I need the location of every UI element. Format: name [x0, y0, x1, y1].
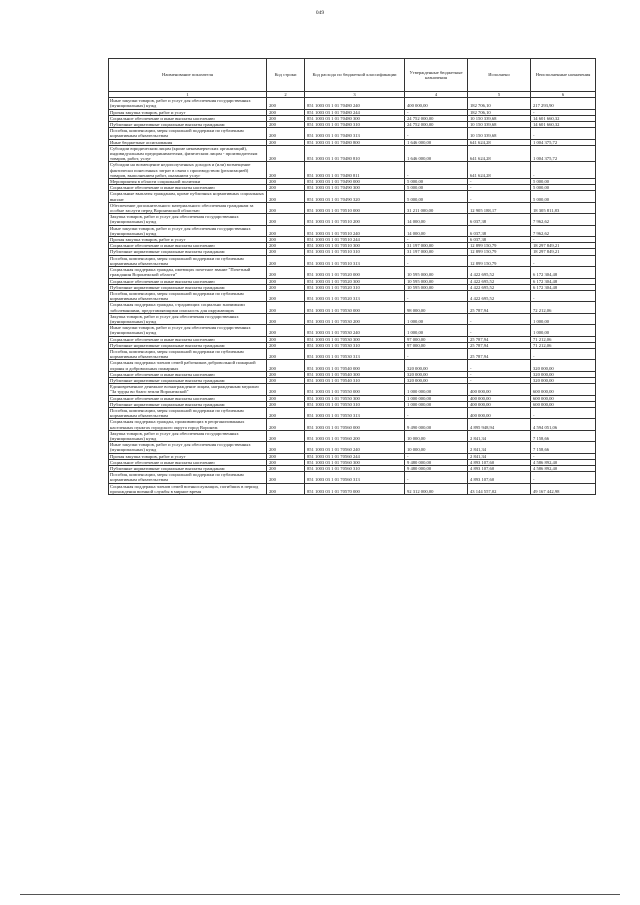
executed-amount-cell: -	[468, 179, 531, 185]
approved-amount-cell: -	[405, 237, 468, 243]
indicator-name-cell: Иные бюджетные ассигнования	[109, 139, 267, 145]
line-code-cell: 200	[267, 472, 305, 483]
header-budget-code: Код расхода по бюджетной классификации	[305, 59, 405, 92]
approved-amount-cell: 320 000,00	[405, 360, 468, 371]
budget-code-cell: 851 1003 03 1 01 70480 300	[305, 115, 405, 121]
remaining-amount-cell: 217 293,90	[531, 98, 596, 109]
page-number: 049	[315, 10, 325, 16]
approved-amount-cell: 9 480 000,00	[405, 459, 468, 465]
budget-code-cell: 851 1003 03 1 01 70530 000	[305, 302, 405, 313]
approved-amount-cell: -	[405, 453, 468, 459]
remaining-amount-cell: 5 000,00	[531, 179, 596, 185]
executed-amount-cell: 10 150 339,68	[468, 128, 531, 139]
budget-code-cell: 851 1003 03 1 01 70530 240	[305, 325, 405, 336]
executed-amount-cell: -	[468, 371, 531, 377]
budget-code-cell: 851 1003 03 1 01 70560 300	[305, 459, 405, 465]
indicator-name-cell: Социальная поддержка граждан, страдающих социально значимыми заболеваниями, представляющими опасность для окружающих	[109, 302, 267, 313]
indicator-name-cell: Публичные нормативные социальные выплаты гражданам	[109, 401, 267, 407]
table-row	[109, 98, 596, 109]
executed-amount-cell: 4 895 948,94	[468, 419, 531, 430]
executed-amount-cell: 10 150 339,68	[468, 122, 531, 128]
line-code-cell: 200	[267, 342, 305, 348]
budget-code-cell: 851 1003 03 1 01 70540 000	[305, 360, 405, 371]
approved-amount-cell: -	[405, 162, 468, 179]
line-code-cell: 200	[267, 139, 305, 145]
remaining-amount-cell: 18 305 811,83	[531, 202, 596, 213]
remaining-amount-cell: 5 000,00	[531, 191, 596, 202]
remaining-amount-cell: 1 004 375,72	[531, 139, 596, 145]
remaining-amount-cell: 5 000,00	[531, 185, 596, 191]
executed-amount-cell: 43 144 557,02	[468, 483, 531, 494]
budget-code-cell: 851 1003 03 1 01 70510 200	[305, 214, 405, 225]
line-code-cell: 200	[267, 191, 305, 202]
remaining-amount-cell: -	[531, 407, 596, 418]
executed-amount-cell: 400 000,00	[468, 395, 531, 401]
line-code-cell: 200	[267, 115, 305, 121]
indicator-name-cell: Социальная поддержка членов семей военнослужащих, погибших в период прохождения военной службы в мирное время	[109, 483, 267, 494]
indicator-name-cell: Публичные нормативные социальные выплаты гражданам	[109, 122, 267, 128]
budget-code-cell: 851 1003 03 1 01 70550 000	[305, 384, 405, 395]
table-row	[109, 225, 596, 236]
remaining-amount-cell: 6 172 304,48	[531, 267, 596, 278]
executed-amount-cell: 641 624,28	[468, 145, 531, 162]
remaining-amount-cell: -	[531, 162, 596, 179]
column-number: 1	[109, 92, 267, 98]
approved-amount-cell: -	[405, 290, 468, 301]
table-row	[109, 384, 596, 395]
line-code-cell: 200	[267, 255, 305, 266]
approved-amount-cell: 31 197 000,00	[405, 243, 468, 249]
approved-amount-cell: -	[405, 109, 468, 115]
indicator-name-cell: Иные закупки товаров, работ и услуг для обеспечения государственных (муниципальных) нужд	[109, 225, 267, 236]
line-code-cell: 200	[267, 128, 305, 139]
executed-amount-cell: 2 841,34	[468, 430, 531, 441]
executed-amount-cell: 400 000,00	[468, 401, 531, 407]
budget-code-cell: 851 1003 03 1 01 70520 310	[305, 284, 405, 290]
approved-amount-cell: 14 000,00	[405, 214, 468, 225]
line-code-cell: 200	[267, 122, 305, 128]
remaining-amount-cell: -	[531, 255, 596, 266]
table-row	[109, 313, 596, 324]
budget-code-cell: 851 1003 03 1 01 70510 313	[305, 255, 405, 266]
budget-code-cell: 851 1003 03 1 01 70480 244	[305, 109, 405, 115]
line-code-cell: 200	[267, 267, 305, 278]
budget-code-cell: 851 1003 03 1 01 70480 800	[305, 139, 405, 145]
budget-code-cell: 851 1003 03 1 01 70560 244	[305, 453, 405, 459]
table-row	[109, 145, 596, 162]
budget-code-cell: 851 1003 03 1 01 70490 300	[305, 185, 405, 191]
budget-code-cell: 851 1003 03 1 01 70560 000	[305, 419, 405, 430]
remaining-amount-cell: 71 212,06	[531, 342, 596, 348]
line-code-cell: 200	[267, 325, 305, 336]
table-row	[109, 348, 596, 359]
indicator-name-cell: Социальное обеспечение и иные выплаты населению	[109, 371, 267, 377]
approved-amount-cell: 92 312 000,00	[405, 483, 468, 494]
indicator-name-cell: Закупка товаров, работ и услуг для обеспечения государственных (муниципальных) нужд	[109, 430, 267, 441]
line-code-cell: 200	[267, 430, 305, 441]
line-code-cell: 200	[267, 466, 305, 472]
executed-amount-cell: 182 706,10	[468, 109, 531, 115]
remaining-amount-cell: -	[531, 290, 596, 301]
indicator-name-cell: Закупка товаров, работ и услуг для обеспечения государственных (муниципальных) нужд	[109, 214, 267, 225]
indicator-name-cell: Социальное обеспечение и иные выплаты населению	[109, 395, 267, 401]
budget-code-cell: 851 1003 03 1 01 70490 000	[305, 179, 405, 185]
approved-amount-cell: 1 646 000,00	[405, 145, 468, 162]
line-code-cell: 200	[267, 162, 305, 179]
executed-amount-cell: -	[468, 360, 531, 371]
approved-amount-cell: 1 000 000,00	[405, 401, 468, 407]
budget-code-cell: 851 1003 03 1 01 70530 300	[305, 336, 405, 342]
approved-amount-cell: -	[405, 348, 468, 359]
table-row	[109, 255, 596, 266]
indicator-name-cell: Прочая закупка товаров, работ и услуг	[109, 453, 267, 459]
approved-amount-cell: 24 752 000,00	[405, 122, 468, 128]
budget-code-cell: 851 1003 03 1 01 70510 240	[305, 225, 405, 236]
executed-amount-cell: 400 000,00	[468, 384, 531, 395]
remaining-amount-cell: 72 212,06	[531, 302, 596, 313]
budget-code-cell: 851 1003 03 1 01 70480 811	[305, 162, 405, 179]
table-row	[109, 267, 596, 278]
executed-amount-cell: 6 037,38	[468, 225, 531, 236]
line-code-cell: 200	[267, 419, 305, 430]
line-code-cell: 200	[267, 98, 305, 109]
approved-amount-cell: 97 000,00	[405, 342, 468, 348]
remaining-amount-cell: -	[531, 453, 596, 459]
table-row	[109, 214, 596, 225]
budget-code-cell: 851 1003 03 1 01 70550 310	[305, 401, 405, 407]
approved-amount-cell: 10 595 000,00	[405, 284, 468, 290]
column-number: 3	[305, 92, 405, 98]
executed-amount-cell: 6 037,38	[468, 214, 531, 225]
approved-amount-cell: 10 000,00	[405, 430, 468, 441]
approved-amount-cell: -	[405, 407, 468, 418]
table-row	[109, 483, 596, 494]
executed-amount-cell: 4 422 695,52	[468, 284, 531, 290]
line-code-cell: 200	[267, 302, 305, 313]
executed-amount-cell: 25 787,94	[468, 342, 531, 348]
remaining-amount-cell: 7 158,66	[531, 442, 596, 453]
executed-amount-cell: -	[468, 377, 531, 383]
line-code-cell: 200	[267, 407, 305, 418]
remaining-amount-cell: 7 962,62	[531, 214, 596, 225]
column-number: 6	[531, 92, 596, 98]
line-code-cell: 200	[267, 371, 305, 377]
executed-amount-cell: 25 787,94	[468, 336, 531, 342]
budget-code-cell: 851 1003 03 1 01 70520 300	[305, 278, 405, 284]
remaining-amount-cell: -	[531, 348, 596, 359]
approved-amount-cell: 1 000 000,00	[405, 395, 468, 401]
line-code-cell: 200	[267, 483, 305, 494]
line-code-cell: 200	[267, 202, 305, 213]
budget-code-cell: 851 1003 03 1 01 70550 300	[305, 395, 405, 401]
executed-amount-cell: 4 422 695,52	[468, 290, 531, 301]
header-executed: Исполнено	[468, 59, 531, 92]
executed-amount-cell: 4 893 107,60	[468, 459, 531, 465]
line-code-cell: 200	[267, 459, 305, 465]
table-row	[109, 419, 596, 430]
executed-amount-cell: 12 899 150,79	[468, 243, 531, 249]
budget-code-cell: 851 1003 03 1 01 70510 310	[305, 249, 405, 255]
line-code-cell: 200	[267, 278, 305, 284]
remaining-amount-cell: 320 000,00	[531, 371, 596, 377]
indicator-name-cell: Социальное обеспечение и иные выплаты населению	[109, 243, 267, 249]
executed-amount-cell: 4 422 695,52	[468, 278, 531, 284]
line-code-cell: 200	[267, 348, 305, 359]
budget-code-cell: 851 1003 03 1 01 70480 810	[305, 145, 405, 162]
executed-amount-cell: 12 899 150,79	[468, 249, 531, 255]
remaining-amount-cell: -	[531, 237, 596, 243]
table-row	[109, 325, 596, 336]
indicator-name-cell: Пособия, компенсации, меры социальной поддержки по публичным нормативным обязательствам	[109, 407, 267, 418]
indicator-name-cell: Публичные нормативные социальные выплаты гражданам	[109, 466, 267, 472]
line-code-cell: 200	[267, 225, 305, 236]
remaining-amount-cell: -	[531, 109, 596, 115]
executed-amount-cell: 182 706,10	[468, 98, 531, 109]
remaining-amount-cell: 1 000,00	[531, 313, 596, 324]
indicator-name-cell: Социальное обеспечение и иные выплаты населению	[109, 336, 267, 342]
remaining-amount-cell: -	[531, 128, 596, 139]
approved-amount-cell: 14 000,00	[405, 225, 468, 236]
approved-amount-cell: 1 000,00	[405, 313, 468, 324]
executed-amount-cell: 25 787,94	[468, 348, 531, 359]
line-code-cell: 200	[267, 214, 305, 225]
indicator-name-cell: Прочая закупка товаров, работ и услуг	[109, 109, 267, 115]
indicator-name-cell: Единовременное денежное вознаграждение лицам, награжденным медалью "За труды во благо земли Воронежской"	[109, 384, 267, 395]
column-number: 2	[267, 92, 305, 98]
remaining-amount-cell: 600 000,00	[531, 401, 596, 407]
line-code-cell: 200	[267, 185, 305, 191]
table-row	[109, 162, 596, 179]
approved-amount-cell: 5 000,00	[405, 179, 468, 185]
indicator-name-cell: Прочая закупка товаров, работ и услуг	[109, 237, 267, 243]
approved-amount-cell: 97 000,00	[405, 336, 468, 342]
table-row	[109, 430, 596, 441]
indicator-name-cell: Публичные нормативные социальные выплаты гражданам	[109, 284, 267, 290]
budget-code-cell: 851 1003 03 1 01 70560 200	[305, 430, 405, 441]
approved-amount-cell: -	[405, 472, 468, 483]
indicator-name-cell: Социальная поддержка граждан, имеющих почетное звание "Почетный гражданин Воронежской области"	[109, 267, 267, 278]
remaining-amount-cell: 4 594 051,06	[531, 419, 596, 430]
approved-amount-cell: 1 646 000,00	[405, 139, 468, 145]
budget-code-cell: 851 1003 03 1 01 70490 320	[305, 191, 405, 202]
budget-code-cell: 851 1003 03 1 01 70530 310	[305, 342, 405, 348]
remaining-amount-cell: 1 004 375,72	[531, 145, 596, 162]
approved-amount-cell: 10 000,00	[405, 442, 468, 453]
remaining-amount-cell: -	[531, 472, 596, 483]
line-code-cell: 200	[267, 145, 305, 162]
indicator-name-cell: Социальная поддержка членов семей работников добровольной пожарной охраны и добровольных пожарных	[109, 360, 267, 371]
remaining-amount-cell: 1 000,00	[531, 325, 596, 336]
budget-code-cell: 851 1003 03 1 01 70520 000	[305, 267, 405, 278]
indicator-name-cell: Публичные нормативные социальные выплаты гражданам	[109, 377, 267, 383]
executed-amount-cell: 10 150 339,68	[468, 115, 531, 121]
indicator-name-cell: Иные закупки товаров, работ и услуг для обеспечения государственных (муниципальных) нужд	[109, 98, 267, 109]
budget-code-cell: 851 1003 03 1 01 70550 313	[305, 407, 405, 418]
header-remaining: Неисполненные назначения	[531, 59, 596, 92]
line-code-cell: 200	[267, 384, 305, 395]
page-bottom-rule	[20, 894, 620, 895]
header-indicator-name: Наименование показателя	[109, 59, 267, 92]
table-row	[109, 202, 596, 213]
executed-amount-cell: 12 905 188,17	[468, 202, 531, 213]
table-row	[109, 360, 596, 371]
budget-code-cell: 851 1003 03 1 01 70520 313	[305, 290, 405, 301]
remaining-amount-cell: 4 586 892,40	[531, 466, 596, 472]
indicator-name-cell: Социальное обеспечение и иные выплаты населению	[109, 185, 267, 191]
approved-amount-cell: -	[405, 128, 468, 139]
remaining-amount-cell: 7 158,66	[531, 430, 596, 441]
remaining-amount-cell: 14 601 660,32	[531, 115, 596, 121]
budget-execution-table	[108, 58, 596, 495]
budget-code-cell: 851 1003 03 1 01 70530 313	[305, 348, 405, 359]
executed-amount-cell: 400 000,00	[468, 407, 531, 418]
indicator-name-cell: Мероприятия в области социальной политики	[109, 179, 267, 185]
budget-code-cell: 851 1003 03 1 01 70480 240	[305, 98, 405, 109]
executed-amount-cell: 4 422 695,52	[468, 267, 531, 278]
table-row	[109, 191, 596, 202]
budget-code-cell: 851 1003 03 1 01 70530 200	[305, 313, 405, 324]
indicator-name-cell: Социальные выплаты гражданам, кроме публичных нормативных социальных выплат	[109, 191, 267, 202]
executed-amount-cell: 25 787,94	[468, 302, 531, 313]
indicator-name-cell: Обеспечение дополнительного материального обеспечения гражданам за особые заслуги перед Воронежской областью	[109, 202, 267, 213]
budget-code-cell: 851 1003 03 1 01 70560 310	[305, 466, 405, 472]
executed-amount-cell: 641 624,28	[468, 162, 531, 179]
remaining-amount-cell: 4 586 892,40	[531, 459, 596, 465]
line-code-cell: 200	[267, 313, 305, 324]
line-code-cell: 200	[267, 453, 305, 459]
remaining-amount-cell: 320 000,00	[531, 360, 596, 371]
line-code-cell: 200	[267, 336, 305, 342]
budget-code-cell: 851 1003 03 1 01 70480 313	[305, 128, 405, 139]
remaining-amount-cell: 7 962,62	[531, 225, 596, 236]
executed-amount-cell: 6 037,38	[468, 237, 531, 243]
approved-amount-cell: 1 000 000,00	[405, 384, 468, 395]
line-code-cell: 200	[267, 237, 305, 243]
indicator-name-cell: Иные закупки товаров, работ и услуг для обеспечения государственных (муниципальных) нужд	[109, 442, 267, 453]
line-code-cell: 200	[267, 401, 305, 407]
line-code-cell: 200	[267, 243, 305, 249]
approved-amount-cell: 5 000,00	[405, 185, 468, 191]
indicator-name-cell: Социальное обеспечение и иные выплаты населению	[109, 278, 267, 284]
remaining-amount-cell: 6 172 304,48	[531, 278, 596, 284]
header-line-code: Код строки	[267, 59, 305, 92]
line-code-cell: 200	[267, 377, 305, 383]
executed-amount-cell: -	[468, 313, 531, 324]
line-code-cell: 200	[267, 360, 305, 371]
indicator-name-cell: Социальная поддержка граждан, проживающих в реорганизованных населенных пунктах городского округа город Воронеж	[109, 419, 267, 430]
indicator-name-cell: Пособия, компенсации, меры социальной поддержки по публичным нормативным обязательствам	[109, 290, 267, 301]
remaining-amount-cell: 14 601 660,32	[531, 122, 596, 128]
approved-amount-cell: 24 752 000,00	[405, 115, 468, 121]
executed-amount-cell: 12 899 150,79	[468, 255, 531, 266]
indicator-name-cell: Пособия, компенсации, меры социальной поддержки по публичным нормативным обязательствам	[109, 128, 267, 139]
header-approved: Утвержденные бюджетные назначения	[405, 59, 468, 92]
column-number: 5	[468, 92, 531, 98]
remaining-amount-cell: 6 172 304,48	[531, 284, 596, 290]
approved-amount-cell: 1 000,00	[405, 325, 468, 336]
budget-code-cell: 851 1003 03 1 01 70560 313	[305, 472, 405, 483]
approved-amount-cell: 320 000,00	[405, 371, 468, 377]
table-row	[109, 407, 596, 418]
table-row	[109, 472, 596, 483]
budget-code-cell: 851 1003 03 1 01 70540 300	[305, 371, 405, 377]
table-row	[109, 128, 596, 139]
line-code-cell: 200	[267, 179, 305, 185]
table-row	[109, 442, 596, 453]
line-code-cell: 200	[267, 284, 305, 290]
executed-amount-cell: -	[468, 185, 531, 191]
remaining-amount-cell: 18 297 849,21	[531, 243, 596, 249]
approved-amount-cell: 320 000,00	[405, 377, 468, 383]
table-row	[109, 302, 596, 313]
executed-amount-cell: 641 624,28	[468, 139, 531, 145]
budget-code-cell: 851 1003 03 1 01 70540 310	[305, 377, 405, 383]
budget-code-cell: 851 1003 03 1 01 70510 300	[305, 243, 405, 249]
table-row	[109, 290, 596, 301]
indicator-name-cell: Публичные нормативные социальные выплаты гражданам	[109, 342, 267, 348]
approved-amount-cell: 31 197 000,00	[405, 249, 468, 255]
remaining-amount-cell: 49 167 442,98	[531, 483, 596, 494]
remaining-amount-cell: 18 297 849,21	[531, 249, 596, 255]
approved-amount-cell: 10 595 000,00	[405, 278, 468, 284]
executed-amount-cell: -	[468, 325, 531, 336]
line-code-cell: 200	[267, 249, 305, 255]
budget-code-cell: 851 1003 03 1 01 70510 244	[305, 237, 405, 243]
approved-amount-cell: 10 595 000,00	[405, 267, 468, 278]
remaining-amount-cell: 71 212,06	[531, 336, 596, 342]
line-code-cell: 200	[267, 442, 305, 453]
budget-code-cell: 851 1003 03 1 01 70510 000	[305, 202, 405, 213]
indicator-name-cell: Пособия, компенсации, меры социальной поддержки по публичным нормативным обязательствам	[109, 348, 267, 359]
remaining-amount-cell: 600 000,00	[531, 395, 596, 401]
approved-amount-cell: 5 000,00	[405, 191, 468, 202]
line-code-cell: 200	[267, 109, 305, 115]
approved-amount-cell: -	[405, 255, 468, 266]
line-code-cell: 200	[267, 395, 305, 401]
executed-amount-cell: 2 841,34	[468, 442, 531, 453]
indicator-name-cell: Иные закупки товаров, работ и услуг для обеспечения государственных (муниципальных) нужд	[109, 325, 267, 336]
indicator-name-cell: Публичные нормативные социальные выплаты гражданам	[109, 249, 267, 255]
remaining-amount-cell: 320 000,00	[531, 377, 596, 383]
indicator-name-cell: Пособия, компенсации, меры социальной поддержки по публичным нормативным обязательствам	[109, 255, 267, 266]
budget-code-cell: 851 1003 03 1 01 70480 310	[305, 122, 405, 128]
approved-amount-cell: 98 000,00	[405, 302, 468, 313]
table-header-row	[109, 59, 596, 92]
executed-amount-cell: 4 893 107,60	[468, 466, 531, 472]
remaining-amount-cell: 600 000,00	[531, 384, 596, 395]
budget-code-cell: 851 1003 03 1 01 70560 240	[305, 442, 405, 453]
executed-amount-cell: 4 893 107,60	[468, 472, 531, 483]
line-code-cell: 200	[267, 290, 305, 301]
indicator-name-cell: Пособия, компенсации, меры социальной поддержки по публичным нормативным обязательствам	[109, 472, 267, 483]
indicator-name-cell: Субсидии на возмещение недополученных доходов и (или) возмещение фактически понесенных затрат в связи с производством (реализацией) товаров, выполнением работ, оказанием услуг	[109, 162, 267, 179]
approved-amount-cell: 9 490 000,00	[405, 419, 468, 430]
indicator-name-cell: Закупка товаров, работ и услуг для обеспечения государственных (муниципальных) нужд	[109, 313, 267, 324]
indicator-name-cell: Субсидии юридическим лицам (кроме некоммерческих организаций), индивидуальным предпринимателям, физическим лицам - производителям товаров, работ, услуг	[109, 145, 267, 162]
column-number: 4	[405, 92, 468, 98]
approved-amount-cell: 31 211 000,00	[405, 202, 468, 213]
budget-code-cell: 851 1003 03 1 01 70570 000	[305, 483, 405, 494]
approved-amount-cell: 9 480 000,00	[405, 466, 468, 472]
approved-amount-cell: 400 000,00	[405, 98, 468, 109]
indicator-name-cell: Социальное обеспечение и иные выплаты населению	[109, 115, 267, 121]
indicator-name-cell: Социальное обеспечение и иные выплаты населению	[109, 459, 267, 465]
executed-amount-cell: -	[468, 191, 531, 202]
executed-amount-cell: 2 841,34	[468, 453, 531, 459]
